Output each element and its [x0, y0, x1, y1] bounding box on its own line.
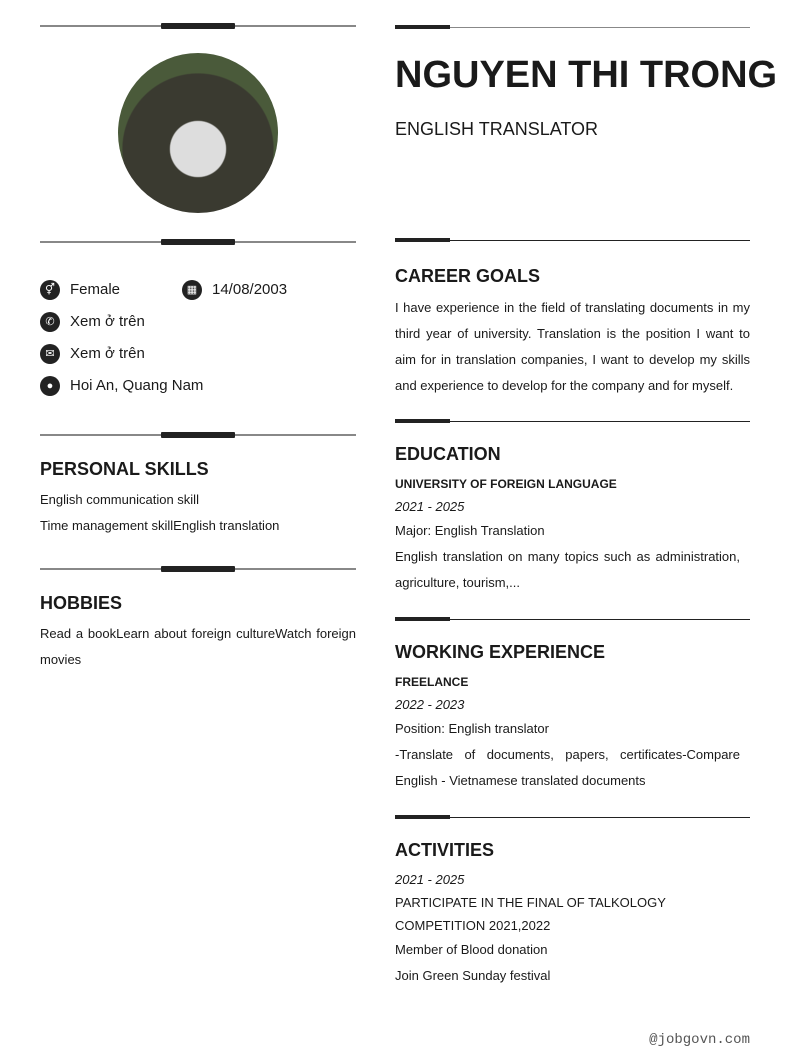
address-text: Hoi An, Quang Nam: [70, 376, 204, 394]
footer-watermark: @jobgovn.com: [649, 1032, 750, 1048]
skill-item: Time management skillEnglish translation: [40, 518, 280, 533]
activity-item: PARTICIPATE IN THE FINAL OF TALKOLOGY COMPETITION 2021,2022: [395, 895, 666, 933]
divider: [40, 25, 356, 27]
major: Major: English Translation: [395, 523, 545, 538]
activity-item: Join Green Sunday festival: [395, 968, 551, 983]
activities-period: 2021 - 2025: [395, 872, 465, 887]
divider: [395, 619, 750, 620]
divider: [395, 240, 750, 241]
job-title: ENGLISH TRANSLATOR: [395, 119, 599, 139]
address: [40, 376, 203, 396]
position: Position: English translator: [395, 721, 549, 736]
career-heading: CAREER GOALS: [395, 266, 541, 286]
dob: [182, 280, 287, 300]
name: NGUYEN THI TRONG: [395, 54, 778, 96]
phone-icon: ✆: [40, 312, 60, 332]
hobbies-text: Read a bookLearn about foreign cultureWatch foreign movies: [40, 626, 356, 667]
avatar: [118, 53, 278, 213]
skills-heading: PERSONAL SKILLS: [40, 459, 209, 479]
career-text: I have experience in the field of translating documents in my third year of university. Translation is the position I want to aim for in translation companies, I want to develop my skills and experience to develop for the company and for myself.: [395, 300, 750, 393]
location-icon: ●: [40, 376, 60, 396]
edu-period: 2021 - 2025: [395, 499, 465, 514]
skill-item: English communication skill: [40, 492, 199, 507]
dob-text: 14/08/2003: [212, 280, 288, 298]
edu-desc: English translation on many topics such as administration, agriculture, tourism,...: [395, 549, 740, 590]
school: UNIVERSITY OF FOREIGN LANGUAGE: [395, 477, 617, 491]
divider: [40, 241, 356, 243]
divider: [40, 568, 356, 570]
work-period: 2022 - 2023: [395, 697, 465, 712]
company: FREELANCE: [395, 675, 469, 689]
activity-item: Member of Blood donation: [395, 942, 548, 957]
phone: [40, 312, 145, 332]
email-text: Xem ở trên: [70, 344, 145, 362]
phone-text: Xem ở trên: [70, 312, 145, 330]
divider: [395, 817, 750, 818]
work-heading: WORKING EXPERIENCE: [395, 642, 606, 662]
email: [40, 344, 145, 364]
education-heading: EDUCATION: [395, 444, 501, 464]
work-desc: -Translate of documents, papers, certificates-Compare English - Vietnamese translated documents: [395, 747, 740, 788]
divider: [395, 27, 750, 28]
activities-heading: ACTIVITIES: [395, 840, 495, 860]
gender-icon: ⚥: [40, 280, 60, 300]
email-icon: ✉: [40, 344, 60, 364]
gender-text: Female: [70, 280, 121, 298]
divider: [395, 421, 750, 422]
divider: [40, 434, 356, 436]
gender: [40, 280, 120, 300]
hobbies-heading: HOBBIES: [40, 593, 123, 613]
calendar-icon: ▦: [182, 280, 202, 300]
